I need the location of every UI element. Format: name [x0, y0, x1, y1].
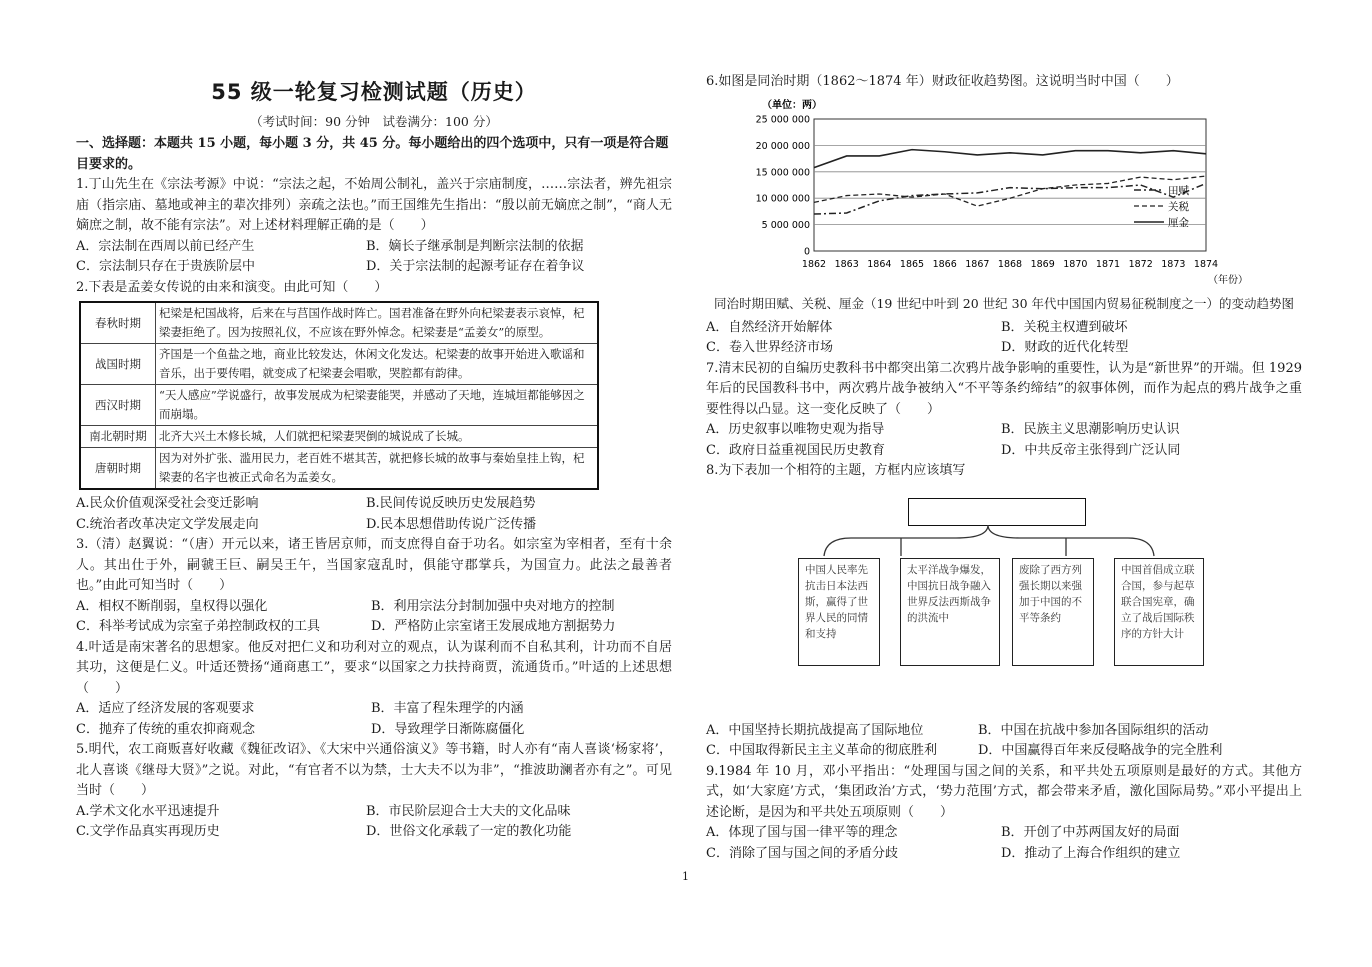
question-6-options — [706, 318, 1302, 359]
question-8-stem: 8.为下表加一个相符的主题，方框内应该填写 — [706, 463, 966, 478]
option-b: B．民族主义思潮影响历史认识 — [1001, 422, 1180, 437]
option-d: D．严格防止宗室诸王发展成地方割据势力 — [371, 619, 616, 634]
plot-frame — [814, 119, 1206, 251]
option-c: C．消除了国与国之间的矛盾分歧 — [706, 845, 898, 861]
diagram-box-2: 太平洋战争爆发，中国抗日战争融入世界反法西斯战争的洪流中 — [900, 558, 1000, 666]
x-tick-label: 1866 — [932, 258, 957, 270]
table-row — [80, 344, 598, 385]
text-cell: 杞梁是杞国战将，后来在与莒国作战时阵亡。国君准备在野外向杞梁妻表示哀悼，杞梁妻拒绝了。因为按照礼仪，不应该在野外悼念。杞梁妻是“孟姜女”的原型。 — [156, 302, 599, 344]
legend-label: 关税 — [1168, 200, 1189, 213]
option-b: B．开创了中苏两国友好的局面 — [1001, 825, 1180, 840]
series-line-2 — [814, 149, 1206, 167]
text-cell: 齐国是一个鱼盐之地，商业比较发达，休闲文化发达。杞梁妻的故事开始进入歌谣和音乐，出于要传唱，就变成了杞梁妻会唱歌，哭腔都有韵律。 — [156, 344, 599, 385]
x-tick-label: 1870 — [1063, 258, 1088, 270]
question-2-stem: 2.下表是孟姜女传说的由来和演变。由此可知（ ） — [76, 279, 388, 295]
option-c: C．科举考试成为宗室子弟控制政权的工具 — [76, 619, 320, 634]
question-1-options — [76, 237, 672, 278]
option-d: D．关于宗法制的起源考证存在着争议 — [366, 259, 585, 274]
text-cell: 北齐大兴土木修长城，人们就把杞梁妻哭倒的城说成了长城。 — [156, 426, 599, 448]
text-cell: “天人感应”学说盛行，故事发展成为杞梁妻能哭，并感动了天地，连城垣都能够因之而崩塌。 — [156, 385, 599, 426]
table-row — [80, 385, 598, 426]
x-tick-label: 1863 — [834, 258, 859, 270]
question-5-stem: 5.明代，农工商贩喜好收藏《魏征改诏》、《大宋中兴通俗演义》等书籍，时人亦有“南人喜谈‘杨家将’，北人喜谈《继母大贤》”之说。对此，“有官者不以为禁，士大夫不以为非”，“推波助澜者亦有之”。可见当时（ ） — [76, 742, 672, 798]
diagram-box-1: 中国人民率先抗击日本法西斯，赢得了世界人民的同情和支持 — [798, 558, 880, 666]
page-number: 1 — [682, 870, 689, 883]
question-9-stem: 9.1984 年 10 月，邓小平指出：“处理国与国之间的关系，和平共处五项原则是最好的方式。其他方式，如‘大家庭’方式，‘集团政治’方式，‘势力范围’方式，都会带来矛盾，激化国际局势。”邓小平提出上述论断，是因为和平共处五项原则（ ） — [706, 763, 1302, 820]
option-d: D．中共反帝主张得到广泛认同 — [1001, 442, 1181, 458]
series-line-1 — [814, 176, 1206, 206]
y-tick-label: 0 — [803, 246, 810, 257]
option-c: C．宗法制只存在于贵族阶层中 — [76, 259, 255, 274]
option-d: D．世俗文化承载了一定的教化功能 — [366, 824, 572, 839]
option-d: D．推动了上海合作组织的建立 — [1001, 845, 1181, 861]
option-b: B．利用宗法分封制加强中央对地方的控制 — [371, 598, 615, 614]
question-8-options — [706, 721, 1302, 762]
chart-unit-label: （单位：两） — [762, 99, 822, 111]
era-cell: 战国时期 — [80, 344, 156, 385]
exam-subtitle: （考试时间：90 分钟 试卷满分：100 分） — [250, 114, 498, 129]
x-tick-label: 1874 — [1193, 258, 1219, 270]
question-1-stem: 1.丁山先生在《宗法考源》中说：“宗法之起，不始周公制礼，盖兴于宗庙制度，……宗法者，辨先祖宗庙（指宗庙、墓地或神主的辈次排列）亲疏之法也。”而王国维先生指出：“殷以前无嫡庶之制”，“商人无嫡庶之制，故不能有宗法”。对上述材料理解正确的是（ ） — [76, 177, 672, 233]
y-tick-label: 20 000 000 — [755, 140, 810, 152]
option-b: B．中国在抗战中参加各国际组织的活动 — [978, 722, 1209, 738]
question-7-stem: 7.清末民初的自编历史教科书中都突出第二次鸦片战争影响的重要性，认为是“新世界”的开端。但 1929 年后的民国教科书中，两次鸦片战争被纳入“不平等条约缔结”的叙事体例，而作为起点的鸦片战争之重要性得以凸显。这一变化反映了（ ） — [706, 360, 1302, 417]
option-b: B．嫡长子继承制是判断宗法制的依据 — [366, 238, 584, 254]
option-a: A．历史叙事以唯物史观为指导 — [706, 422, 885, 437]
option-d: D．导致理学日渐陈腐僵化 — [371, 721, 525, 737]
x-tick-label: 1867 — [965, 258, 990, 270]
option-c: C．卷入世界经济市场 — [706, 340, 833, 355]
option-d: D.民本思想借助传说广泛传播 — [366, 516, 537, 532]
option-a: A．中国坚持长期抗战提高了国际地位 — [706, 722, 924, 738]
y-tick-label: 10 000 000 — [755, 193, 810, 205]
x-tick-label: 1868 — [997, 258, 1023, 270]
y-tick-label: 25 000 000 — [755, 114, 810, 125]
question-5-options — [76, 802, 672, 843]
option-b: B．丰富了程朱理学的内涵 — [371, 701, 524, 716]
question-2-options — [76, 494, 672, 535]
era-cell: 西汉时期 — [80, 385, 156, 426]
option-c: C．政府日益重视国民历史教育 — [706, 442, 885, 458]
y-tick-label: 5 000 000 — [761, 219, 810, 231]
option-d: D．中国赢得百年来反侵略战争的完全胜利 — [978, 743, 1223, 758]
legend-table — [79, 301, 599, 490]
chart-svg — [706, 95, 1302, 285]
table-row — [80, 426, 598, 448]
x-tick-label: 1865 — [899, 258, 925, 270]
option-a: A．相权不断削弱，皇权得以强化 — [76, 598, 268, 614]
option-b: B.民间传说反映历史发展趋势 — [366, 496, 536, 511]
question-9-options — [706, 823, 1302, 864]
option-a: A．适应了经济发展的客观要求 — [76, 701, 255, 716]
section-heading: 一、选择题：本题共 15 小题，每小题 3 分，共 45 分。每小题给出的四个选项中，只有一项是符合题目要求的。 — [76, 136, 669, 172]
x-tick-label: 1873 — [1161, 258, 1186, 270]
theme-diagram — [706, 486, 1302, 721]
question-3-stem: 3.（清）赵翼说：“（唐）开元以来，诸王皆居京师，而支庶得自奋于功名。如宗室为宰相者，至有十余人。其出仕于外，嗣虢王巨、嗣吴王午，当国家寇乱时，俱能守郡掌兵，为国宣力。此法之最善者也。”由此可知当时（ ） — [76, 537, 672, 593]
y-tick-label: 15 000 000 — [755, 166, 810, 178]
era-cell: 唐朝时期 — [80, 448, 156, 490]
chart-caption: 同治时期田赋、关税、厘金（19 世纪中叶到 20 世纪 30 年代中国国内贸易征税制度之一）的变动趋势图 — [713, 295, 1295, 311]
era-cell: 南北朝时期 — [80, 426, 156, 448]
diagram-box-4: 中国首倡成立联合国，参与起草联合国宪章，确立了战后国际秩序的方针大计 — [1114, 558, 1204, 666]
table-row — [80, 448, 598, 490]
question-4-stem: 4.叶适是南宋著名的思想家。他反对把仁义和功利对立的观点，认为谋利而不自私其利，计功而不自居其功，这便是仁义。叶适还赞扬“通商惠工”，要求“以国家之力扶持商贾，流通货币。”叶适的上述思想（ ） — [76, 639, 672, 696]
option-a: A.学术文化水平迅速提升 — [76, 803, 220, 819]
option-a: A．体现了国与国一律平等的理念 — [706, 825, 898, 840]
option-a: A．自然经济开始解体 — [706, 319, 833, 335]
question-6-stem: 6.如图是同治时期（1862～1874 年）财政征收趋势图。这说明当时中国（ ） — [706, 74, 1179, 89]
left-column — [76, 72, 672, 843]
option-b: B．市民阶层迎合士大夫的文化品味 — [366, 803, 571, 819]
option-c: C.文学作品真实再现历史 — [76, 824, 220, 839]
option-c: C．中国取得新民主主义革命的彻底胜利 — [706, 743, 937, 758]
option-a: A．宗法制在西周以前已经产生 — [76, 238, 255, 254]
chart-x-suffix: （年份） — [1208, 274, 1248, 285]
option-a: A.民众价值观深受社会变迁影响 — [76, 496, 259, 511]
brace-connector — [706, 486, 1302, 566]
x-tick-label: 1872 — [1128, 258, 1153, 270]
diagram-box-3: 废除了西方列强长期以来强加于中国的不平等条约 — [1012, 558, 1094, 666]
finance-chart — [706, 95, 1302, 289]
era-cell: 春秋时期 — [80, 302, 156, 344]
x-tick-label: 1871 — [1095, 258, 1121, 270]
legend-label: 田赋 — [1168, 184, 1189, 197]
question-7-options — [706, 420, 1302, 461]
x-tick-label: 1862 — [801, 258, 827, 270]
text-cell: 因为对外扩张、滥用民力，老百姓不堪其苦，就把修长城的故事与秦始皇挂上钩，杞梁妻的名字也被正式命名为孟姜女。 — [156, 448, 599, 490]
question-3-options — [76, 597, 672, 638]
exam-title: 55 级一轮复习检测试题（历史） — [211, 80, 537, 104]
right-column — [706, 72, 1302, 864]
x-tick-label: 1864 — [867, 258, 892, 270]
question-4-options — [76, 699, 672, 740]
legend-label: 厘金 — [1168, 216, 1189, 229]
option-d: D．财政的近代化转型 — [1001, 340, 1129, 355]
table-row — [80, 302, 598, 344]
x-tick-label: 1869 — [1030, 258, 1055, 270]
option-b: B．关税主权遭到破坏 — [1001, 319, 1128, 335]
option-c: C.统治者改革决定文学发展走向 — [76, 516, 259, 532]
option-c: C．抛弃了传统的重农抑商观念 — [76, 721, 255, 737]
